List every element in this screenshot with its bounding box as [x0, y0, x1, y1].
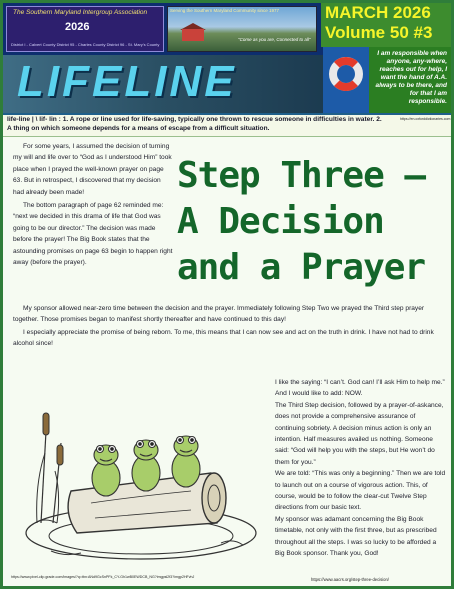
issue-date-box — [321, 3, 451, 47]
definition-source: https://en.oxforddictionaries.com — [400, 117, 451, 121]
article-paragraph: My sponsor allowed near-zero time between the decision and the prayer. Immediately following Step Two we prayed the Third step prayer together. Those promises began to manifest shortly thereafter and have continued to this day! — [13, 305, 425, 324]
scene-caption: Serving the Southern Maryland Community since 1977 — [170, 8, 280, 13]
article-paragraph: My sponsor was adamant concerning the Big Book timetable, not only with the first three, but as prescribed throughout all the steps. I was so lucky to be afforded a Big Book sponsor. Thank you, God! — [275, 515, 437, 558]
org-logo-box — [6, 6, 164, 52]
logo-year: 2026 — [65, 21, 90, 33]
article-left-column — [13, 141, 173, 270]
headline-line: and a Prayer — [177, 247, 426, 288]
lighthouse-scene-image — [167, 6, 317, 52]
life-ring-stripes — [329, 57, 363, 91]
article-paragraph: The bottom paragraph of page 62 reminded me: “next we decided in this drama of life that God was going to be our director.” The decision was made before the prayer! The Big Book states that the astounding promises on page 63 begin to happen right away (before the prayer). — [13, 202, 173, 267]
article-paragraph: I especially appreciate the promise of being reborn. To me, this means that I can now see and act on the truth in drink. I have not had to drink alcohol since! — [13, 329, 434, 348]
headline-line: A Decision — [177, 201, 384, 242]
districts-line: District I - Calvert County District 95 - Charles County District 96 - St. Mary's County — [11, 42, 160, 47]
house-icon — [182, 29, 204, 41]
article-paragraph: We are told: “This was only a beginning.” Then we are told to launch out on a course of vigorous action. This, of course, would be to follow the clear-cut Twelve Step directions from our basic text. — [275, 470, 446, 512]
org-name: The Southern Maryland Intergroup Association — [13, 9, 148, 16]
issue-volume: Volume 50 #3 — [325, 23, 433, 42]
article-right-column — [275, 377, 447, 560]
article-paragraph: I like the saying: “I can’t. God can! I’ll ask Him to help me.” And I would like to add: NOW. — [275, 379, 445, 398]
responsibility-pledge: I am responsible when anyone, any-where, reaches out for help, I want the hand of A.A. always to be there, and for that I am responsible. — [369, 47, 451, 113]
newsletter-page — [3, 3, 451, 586]
masthead — [3, 3, 451, 115]
newsletter-title: LIFELINE — [17, 57, 237, 106]
article-headline — [177, 153, 451, 291]
headline-line: Step Three – — [177, 155, 426, 196]
scene-tagline: "Come as you are, Connected to all" — [238, 37, 311, 42]
life-ring-area — [323, 47, 369, 113]
frogs-on-log-illustration — [11, 373, 271, 573]
article-paragraph: For some years, I assumed the decision of turning my will and life over to “God as I understood Him” took place when I prayed the well-known prayer on page 63. But in retrospect, I discovered that my decision had already been made! — [13, 143, 172, 196]
definition-strip — [3, 115, 451, 137]
frogs-on-log-icon — [11, 373, 271, 573]
article-paragraph: The Third Step decision, followed by a prayer-of-askance, does not provide a comprehensive assurance of continuing sobriety. A decision minus action is only an intention. Half measures availed us nothing. Someone said: “God will help you with the steps, but He won’t do them for you.” — [275, 401, 444, 466]
lifeline-definition: life-line | \ lif- lin : 1. A rope or line used for life-saving, typically one thrown to rescue someone in difficulties in water. 2. A thing on which someone depends for a means of escape from a difficult situation. — [7, 116, 382, 132]
image-credit-link[interactable]: https://www.pixel-clip.grade.com/images/?q=tbn:ANd9GcSnPFk_CY-Gh1wB0EWDCB_NG?imgpsl2f3?imgp2HFvhJ — [11, 575, 195, 579]
issue-date: MARCH 2026 — [325, 3, 431, 22]
source-link[interactable]: https://www.aacrs.org/step-three-decision/ — [311, 577, 389, 582]
